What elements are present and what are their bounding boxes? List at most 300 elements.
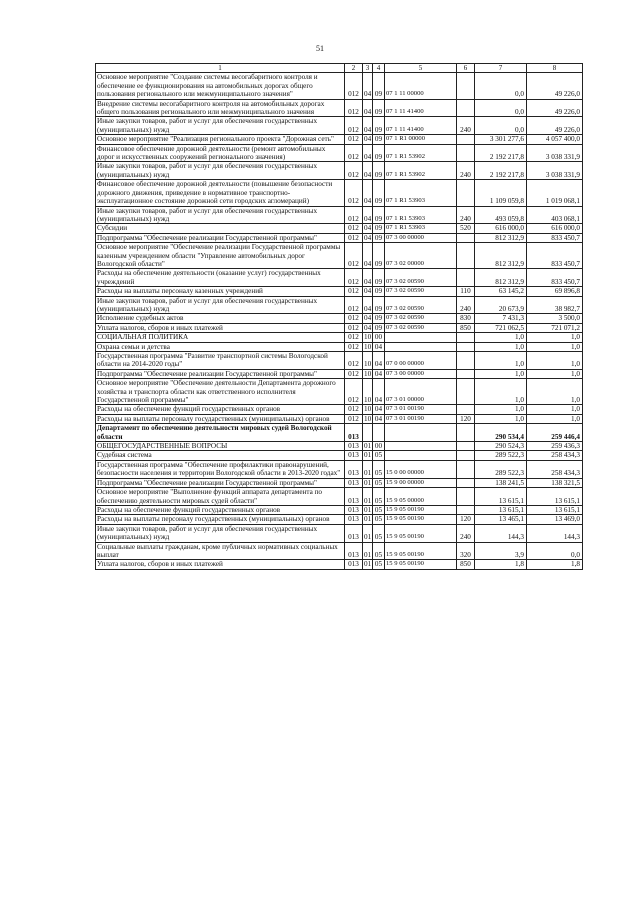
row-expense-type: 320 (457, 542, 475, 560)
row-amount-1: 1,0 (475, 405, 527, 414)
row-grbs: 012 (345, 369, 363, 378)
row-grbs: 012 (345, 323, 363, 332)
row-section: 01 (363, 460, 373, 478)
row-amount-2: 1,0 (527, 352, 583, 370)
row-amount-1: 2 192 217,8 (475, 162, 527, 180)
row-name: Охрана семьи и детства (96, 342, 345, 351)
row-grbs: 012 (345, 206, 363, 224)
row-amount-2: 833 450,7 (527, 269, 583, 287)
row-name: Расходы на выплаты персоналу государственных (муниципальных) органов (96, 515, 345, 524)
row-grbs: 013 (345, 424, 363, 442)
table-row (96, 379, 583, 405)
row-name: Финансовое обеспечение дорожной деятельности (ремонт автомобильных дорог и искусственных сооружений регионального значения) (96, 144, 345, 162)
row-subsection: 09 (373, 314, 385, 323)
row-subsection: 09 (373, 287, 385, 296)
row-expense-type: 850 (457, 560, 475, 569)
row-section: 04 (363, 99, 373, 117)
row-expense-type (457, 505, 475, 514)
row-amount-2: 49 226,0 (527, 73, 583, 99)
row-subsection: 00 (373, 333, 385, 342)
row-target-article: 15 9 05 00000 (385, 488, 457, 506)
row-target-article: 07 3 01 00000 (385, 379, 457, 405)
row-subsection: 09 (373, 323, 385, 332)
row-expense-type (457, 73, 475, 99)
row-amount-1: 812 312,9 (475, 243, 527, 269)
row-expense-type (457, 269, 475, 287)
row-amount-2: 49 226,0 (527, 99, 583, 117)
row-expense-type (457, 233, 475, 242)
row-amount-2: 138 321,5 (527, 478, 583, 487)
header-cell: 7 (475, 64, 527, 73)
row-section: 01 (364, 478, 372, 487)
row-expense-type: 110 (457, 287, 475, 296)
row-amount-1: 13 615,1 (475, 488, 527, 506)
row-amount-1: 812 312,9 (475, 269, 527, 287)
row-grbs: 012 (345, 162, 363, 180)
table-row (96, 269, 583, 287)
row-section: 01 (363, 524, 373, 542)
row-section: 01 (364, 442, 372, 451)
header-row (96, 64, 583, 73)
row-expense-type (457, 342, 475, 351)
table-row (96, 180, 583, 206)
row-subsection: 04 (373, 369, 385, 378)
row-name: СОЦИАЛЬНАЯ ПОЛИТИКА (96, 333, 345, 342)
row-amount-2: 1,0 (527, 405, 583, 414)
row-amount-2: 1,0 (527, 414, 583, 423)
row-grbs: 013 (345, 542, 363, 560)
row-expense-type (457, 460, 475, 478)
row-name: Подпрограмма "Обеспечение реализации Государственной программы" (96, 478, 345, 487)
row-target-article: 07 1 11 41400 (385, 99, 457, 117)
row-subsection: 09 (373, 180, 385, 206)
row-expense-type (457, 180, 475, 206)
row-target-article: 07 1 R1 53903 (385, 180, 457, 206)
row-grbs: 012 (345, 333, 363, 342)
row-amount-1: 493 059,8 (475, 206, 527, 224)
row-subsection: 09 (373, 162, 385, 180)
row-expense-type: 240 (457, 206, 475, 224)
row-expense-type (457, 424, 475, 442)
row-section: 10 (363, 379, 373, 405)
row-amount-1: 13 615,1 (475, 505, 527, 514)
table-row (96, 478, 583, 487)
row-amount-2: 1,0 (527, 369, 583, 378)
row-target-article: 07 1 R1 53902 (385, 144, 457, 162)
row-amount-1: 3 301 277,6 (475, 135, 527, 144)
row-grbs: 013 (345, 451, 363, 460)
row-amount-2: 721 071,2 (527, 323, 583, 332)
row-amount-1: 1,0 (475, 369, 527, 378)
row-amount-2: 1,0 (527, 342, 583, 351)
row-target-article: 07 3 01 00190 (385, 414, 457, 423)
row-section: 04 (363, 269, 373, 287)
row-amount-1: 0,0 (475, 73, 527, 99)
row-expense-type: 830 (457, 314, 475, 323)
row-target-article: 15 0 00 00000 (385, 460, 457, 478)
row-name: Социальные выплаты гражданам, кроме публичных нормативных социальных выплат (96, 542, 345, 560)
row-grbs: 012 (345, 224, 363, 233)
row-target-article: 07 1 11 00000 (385, 73, 457, 99)
row-section: 04 (363, 73, 373, 99)
row-grbs: 012 (345, 135, 363, 144)
row-amount-2: 0,0 (527, 542, 583, 560)
table-row (96, 144, 583, 162)
row-section: 10 (364, 342, 372, 351)
row-target-article: 07 1 R1 53903 (385, 206, 457, 224)
row-name: Департамент по обеспечению деятельности мировых судей Вологодской области (96, 424, 345, 442)
row-name: Расходы на выплаты персоналу казенных учреждений (96, 287, 345, 296)
table-row (96, 224, 583, 233)
row-target-article: 15 9 05 00190 (385, 542, 457, 560)
budget-table (95, 63, 583, 570)
row-amount-2: 833 450,7 (527, 233, 583, 242)
row-name: Иные закупки товаров, работ и услуг для обеспечения государственных (муниципальных) нужд (96, 117, 345, 135)
row-amount-1: 138 241,5 (475, 478, 527, 487)
table-row (96, 73, 583, 99)
row-section: 01 (363, 542, 373, 560)
row-subsection: 00 (373, 442, 385, 451)
row-expense-type (457, 451, 475, 460)
row-expense-type (457, 144, 475, 162)
row-section: 04 (364, 323, 372, 332)
row-amount-1: 1,8 (475, 560, 527, 569)
row-grbs: 013 (345, 442, 363, 451)
row-name: Государственная программа "Обеспечение профилактики правонарушений, безопасности населения и территории Вологодской области в 2013-2020 годах" (96, 460, 345, 478)
row-grbs: 013 (345, 488, 363, 506)
row-section: 01 (364, 560, 372, 569)
table-row (96, 314, 583, 323)
row-section: 04 (363, 162, 373, 180)
table-row (96, 524, 583, 542)
row-name: Финансовое обеспечение дорожной деятельности (повышение безопасности дорожного движения, приведение в нормативное транспортно-эксплуатационное состояние дорожной сети городских агломераций) (96, 180, 345, 206)
row-amount-1: 144,3 (475, 524, 527, 542)
table-row (96, 287, 583, 296)
row-target-article: 07 3 02 00590 (385, 314, 457, 323)
row-amount-2: 1,0 (527, 333, 583, 342)
row-amount-1: 13 465,1 (475, 515, 527, 524)
row-subsection: 04 (373, 405, 385, 414)
row-expense-type (457, 488, 475, 506)
row-name: Подпрограмма "Обеспечение реализации Государственной программы" (96, 233, 345, 242)
table-row (96, 424, 583, 442)
row-section: 04 (364, 233, 372, 242)
row-target-article: 07 3 00 00000 (385, 233, 457, 242)
row-target-article (385, 451, 457, 460)
row-subsection: 09 (373, 296, 385, 314)
table-row (96, 342, 583, 351)
row-expense-type (457, 99, 475, 117)
row-grbs: 012 (345, 73, 363, 99)
row-amount-2: 833 450,7 (527, 243, 583, 269)
row-target-article (385, 442, 457, 451)
row-grbs: 013 (345, 515, 363, 524)
row-section: 01 (364, 505, 372, 514)
row-expense-type: 120 (457, 414, 475, 423)
row-target-article: 07 1 11 41400 (385, 117, 457, 135)
row-section: 04 (364, 287, 372, 296)
row-expense-type: 240 (457, 117, 475, 135)
row-target-article: 07 1 R1 53903 (385, 224, 457, 233)
row-subsection: 05 (373, 560, 385, 569)
header-cell: 5 (385, 64, 457, 73)
row-section: 04 (363, 180, 373, 206)
row-name: Подпрограмма "Обеспечение реализации Государственной программы" (96, 369, 345, 378)
row-grbs: 012 (345, 314, 363, 323)
row-grbs: 013 (345, 505, 363, 514)
table-row (96, 135, 583, 144)
row-target-article (385, 342, 457, 351)
table-row (96, 505, 583, 514)
row-subsection: 05 (373, 524, 385, 542)
row-amount-1: 290 534,4 (475, 424, 527, 442)
row-expense-type (457, 478, 475, 487)
row-expense-type (457, 442, 475, 451)
row-section: 04 (363, 117, 373, 135)
row-subsection: 09 (373, 135, 385, 144)
header-cell: 2 (345, 64, 363, 73)
row-expense-type: 240 (457, 162, 475, 180)
row-section: 10 (364, 369, 372, 378)
row-amount-2: 616 000,0 (527, 224, 583, 233)
row-name: Основное мероприятие "Обеспечение деятельности Департамента дорожного хозяйства и транспорта области как ответственного исполнителя Государственной программы" (96, 379, 345, 405)
header-cell: 4 (373, 64, 385, 73)
row-amount-2: 144,3 (527, 524, 583, 542)
row-amount-2: 258 434,3 (527, 451, 583, 460)
table-row (96, 451, 583, 460)
row-amount-1: 616 000,0 (475, 224, 527, 233)
row-grbs: 012 (345, 99, 363, 117)
row-name: Основное мероприятие "Обеспечение реализации Государственной программы казенным учреждением области "Управление автомобильных дорог Вологодской области" (96, 243, 345, 269)
row-amount-1: 0,0 (475, 99, 527, 117)
row-name: Уплата налогов, сборов и иных платежей (96, 560, 345, 569)
row-expense-type (457, 369, 475, 378)
row-subsection: 09 (373, 99, 385, 117)
header-cell: 8 (527, 64, 583, 73)
row-amount-1: 1,0 (475, 414, 527, 423)
row-target-article: 07 1 R1 53902 (385, 162, 457, 180)
row-amount-1: 2 192 217,8 (475, 144, 527, 162)
table-row (96, 296, 583, 314)
table-row (96, 206, 583, 224)
row-name: Уплата налогов, сборов и иных платежей (96, 323, 345, 332)
table-row (96, 405, 583, 414)
row-section: 10 (364, 405, 372, 414)
row-target-article: 15 9 00 00000 (385, 478, 457, 487)
table-row (96, 233, 583, 242)
row-expense-type: 240 (457, 524, 475, 542)
page-number: 51 (316, 44, 324, 53)
row-subsection: 09 (373, 206, 385, 224)
row-name: Внедрение системы весогабаритного контроля на автомобильных дорогах общего пользования регионального или межмуниципального значения (96, 99, 345, 117)
row-section (363, 424, 373, 442)
row-subsection: 04 (373, 342, 385, 351)
row-amount-2: 1 019 068,1 (527, 180, 583, 206)
row-name: Основное мероприятие "Реализация регионального проекта "Дорожная сеть" (96, 135, 345, 144)
row-expense-type (457, 352, 475, 370)
row-section: 01 (364, 515, 372, 524)
header-cell: 1 (96, 64, 345, 73)
table-row (96, 333, 583, 342)
row-expense-type: 120 (457, 515, 475, 524)
row-amount-2: 3 038 331,9 (527, 144, 583, 162)
row-target-article (385, 333, 457, 342)
row-subsection: 05 (373, 515, 385, 524)
row-target-article: 07 3 02 00590 (385, 296, 457, 314)
row-amount-1: 3,9 (475, 542, 527, 560)
row-grbs: 012 (345, 379, 363, 405)
row-amount-2: 13 469,0 (527, 515, 583, 524)
row-target-article: 15 9 05 00190 (385, 505, 457, 514)
row-section: 04 (363, 296, 373, 314)
row-target-article (385, 424, 457, 442)
row-amount-2: 1,0 (527, 379, 583, 405)
table-row (96, 243, 583, 269)
row-target-article: 07 3 02 00590 (385, 269, 457, 287)
row-section: 04 (363, 206, 373, 224)
row-name: Исполнение судебных актов (96, 314, 345, 323)
row-section: 04 (364, 135, 372, 144)
table-row (96, 162, 583, 180)
row-subsection: 04 (373, 379, 385, 405)
row-name: Государственная программа "Развитие транспортной системы Вологодской области на 2014-2020 годы" (96, 352, 345, 370)
row-name: Иные закупки товаров, работ и услуг для обеспечения государственных (муниципальных) нужд (96, 296, 345, 314)
row-subsection: 09 (373, 243, 385, 269)
row-grbs: 013 (345, 460, 363, 478)
row-subsection: 04 (373, 352, 385, 370)
row-subsection: 09 (373, 224, 385, 233)
row-amount-2: 38 982,7 (527, 296, 583, 314)
row-amount-1: 1,0 (475, 352, 527, 370)
row-section: 10 (364, 414, 372, 423)
row-amount-2: 259 436,3 (527, 442, 583, 451)
row-subsection (373, 424, 385, 442)
row-amount-2: 3 500,0 (527, 314, 583, 323)
row-grbs: 013 (345, 560, 363, 569)
row-name: Расходы на обеспечение функций государственных органов (96, 405, 345, 414)
row-subsection: 09 (373, 117, 385, 135)
row-amount-1: 63 145,2 (475, 287, 527, 296)
row-subsection: 05 (373, 488, 385, 506)
table-row (96, 542, 583, 560)
row-grbs: 013 (345, 478, 363, 487)
table-row (96, 515, 583, 524)
row-subsection: 09 (373, 144, 385, 162)
row-name: Расходы на обеспечение функций государственных органов (96, 505, 345, 514)
table-row (96, 352, 583, 370)
table-row (96, 117, 583, 135)
row-target-article: 07 1 R1 00000 (385, 135, 457, 144)
row-expense-type (457, 405, 475, 414)
row-subsection: 05 (373, 478, 385, 487)
row-grbs: 012 (345, 233, 363, 242)
row-grbs: 013 (345, 524, 363, 542)
row-amount-2: 1,8 (527, 560, 583, 569)
row-amount-2: 403 068,1 (527, 206, 583, 224)
table-row (96, 560, 583, 569)
row-expense-type (457, 379, 475, 405)
row-amount-2: 259 446,4 (527, 424, 583, 442)
table-row (96, 369, 583, 378)
row-subsection: 05 (373, 505, 385, 514)
row-amount-1: 1,0 (475, 342, 527, 351)
row-subsection: 09 (373, 73, 385, 99)
row-name: Основное мероприятие "Создание системы весогабаритного контроля и обеспечение ее функционирования на автомобильных дорогах общего пользования регионального или межмуниципального значения" (96, 73, 345, 99)
row-grbs: 012 (345, 414, 363, 423)
row-name: Иные закупки товаров, работ и услуг для обеспечения государственных (муниципальных) нужд (96, 162, 345, 180)
row-subsection: 04 (373, 414, 385, 423)
row-expense-type: 240 (457, 296, 475, 314)
row-target-article: 07 3 02 00000 (385, 243, 457, 269)
row-expense-type (457, 135, 475, 144)
row-grbs: 012 (345, 180, 363, 206)
row-grbs: 012 (345, 117, 363, 135)
row-amount-1: 290 524,3 (475, 442, 527, 451)
table-row (96, 99, 583, 117)
row-target-article: 07 3 01 00190 (385, 405, 457, 414)
row-amount-2: 3 038 331,9 (527, 162, 583, 180)
row-section: 04 (364, 314, 372, 323)
row-name: Субсидии (96, 224, 345, 233)
row-grbs: 012 (345, 243, 363, 269)
row-subsection: 05 (373, 460, 385, 478)
row-grbs: 012 (345, 287, 363, 296)
row-grbs: 012 (345, 342, 363, 351)
row-section: 10 (364, 333, 372, 342)
row-grbs: 012 (345, 269, 363, 287)
row-section: 04 (364, 224, 372, 233)
row-amount-1: 1,0 (475, 333, 527, 342)
row-name: Основное мероприятие "Выполнение функций аппарата департамента по обеспечению деятельности мировых судей области" (96, 488, 345, 506)
row-amount-1: 289 522,3 (475, 460, 527, 478)
row-expense-type (457, 333, 475, 342)
table-row (96, 323, 583, 332)
row-subsection: 05 (373, 451, 385, 460)
header-cell: 6 (457, 64, 475, 73)
row-grbs: 012 (345, 352, 363, 370)
row-expense-type: 520 (457, 224, 475, 233)
row-amount-1: 1,0 (475, 379, 527, 405)
row-name: Иные закупки товаров, работ и услуг для обеспечения государственных (муниципальных) нужд (96, 206, 345, 224)
row-subsection: 05 (373, 542, 385, 560)
table-row (96, 460, 583, 478)
row-section: 04 (363, 243, 373, 269)
table-row (96, 488, 583, 506)
row-amount-1: 289 522,3 (475, 451, 527, 460)
header-cell: 3 (363, 64, 373, 73)
row-name: ОБЩЕГОСУДАРСТВЕННЫЕ ВОПРОСЫ (96, 442, 345, 451)
row-section: 01 (363, 488, 373, 506)
row-amount-1: 7 431,3 (475, 314, 527, 323)
row-target-article: 15 9 05 00190 (385, 515, 457, 524)
row-subsection: 09 (373, 269, 385, 287)
row-expense-type: 850 (457, 323, 475, 332)
row-grbs: 012 (345, 144, 363, 162)
row-grbs: 012 (345, 296, 363, 314)
row-amount-1: 0,0 (475, 117, 527, 135)
row-amount-2: 13 615,1 (527, 488, 583, 506)
table-row (96, 414, 583, 423)
row-target-article: 15 9 05 00190 (385, 560, 457, 569)
row-section: 04 (363, 144, 373, 162)
row-expense-type (457, 243, 475, 269)
row-amount-2: 69 896,8 (527, 287, 583, 296)
row-target-article: 07 3 02 00590 (385, 323, 457, 332)
row-amount-2: 49 226,0 (527, 117, 583, 135)
row-amount-2: 258 434,3 (527, 460, 583, 478)
row-section: 10 (363, 352, 373, 370)
row-name: Расходы на обеспечение деятельности (оказание услуг) государственных учреждений (96, 269, 345, 287)
